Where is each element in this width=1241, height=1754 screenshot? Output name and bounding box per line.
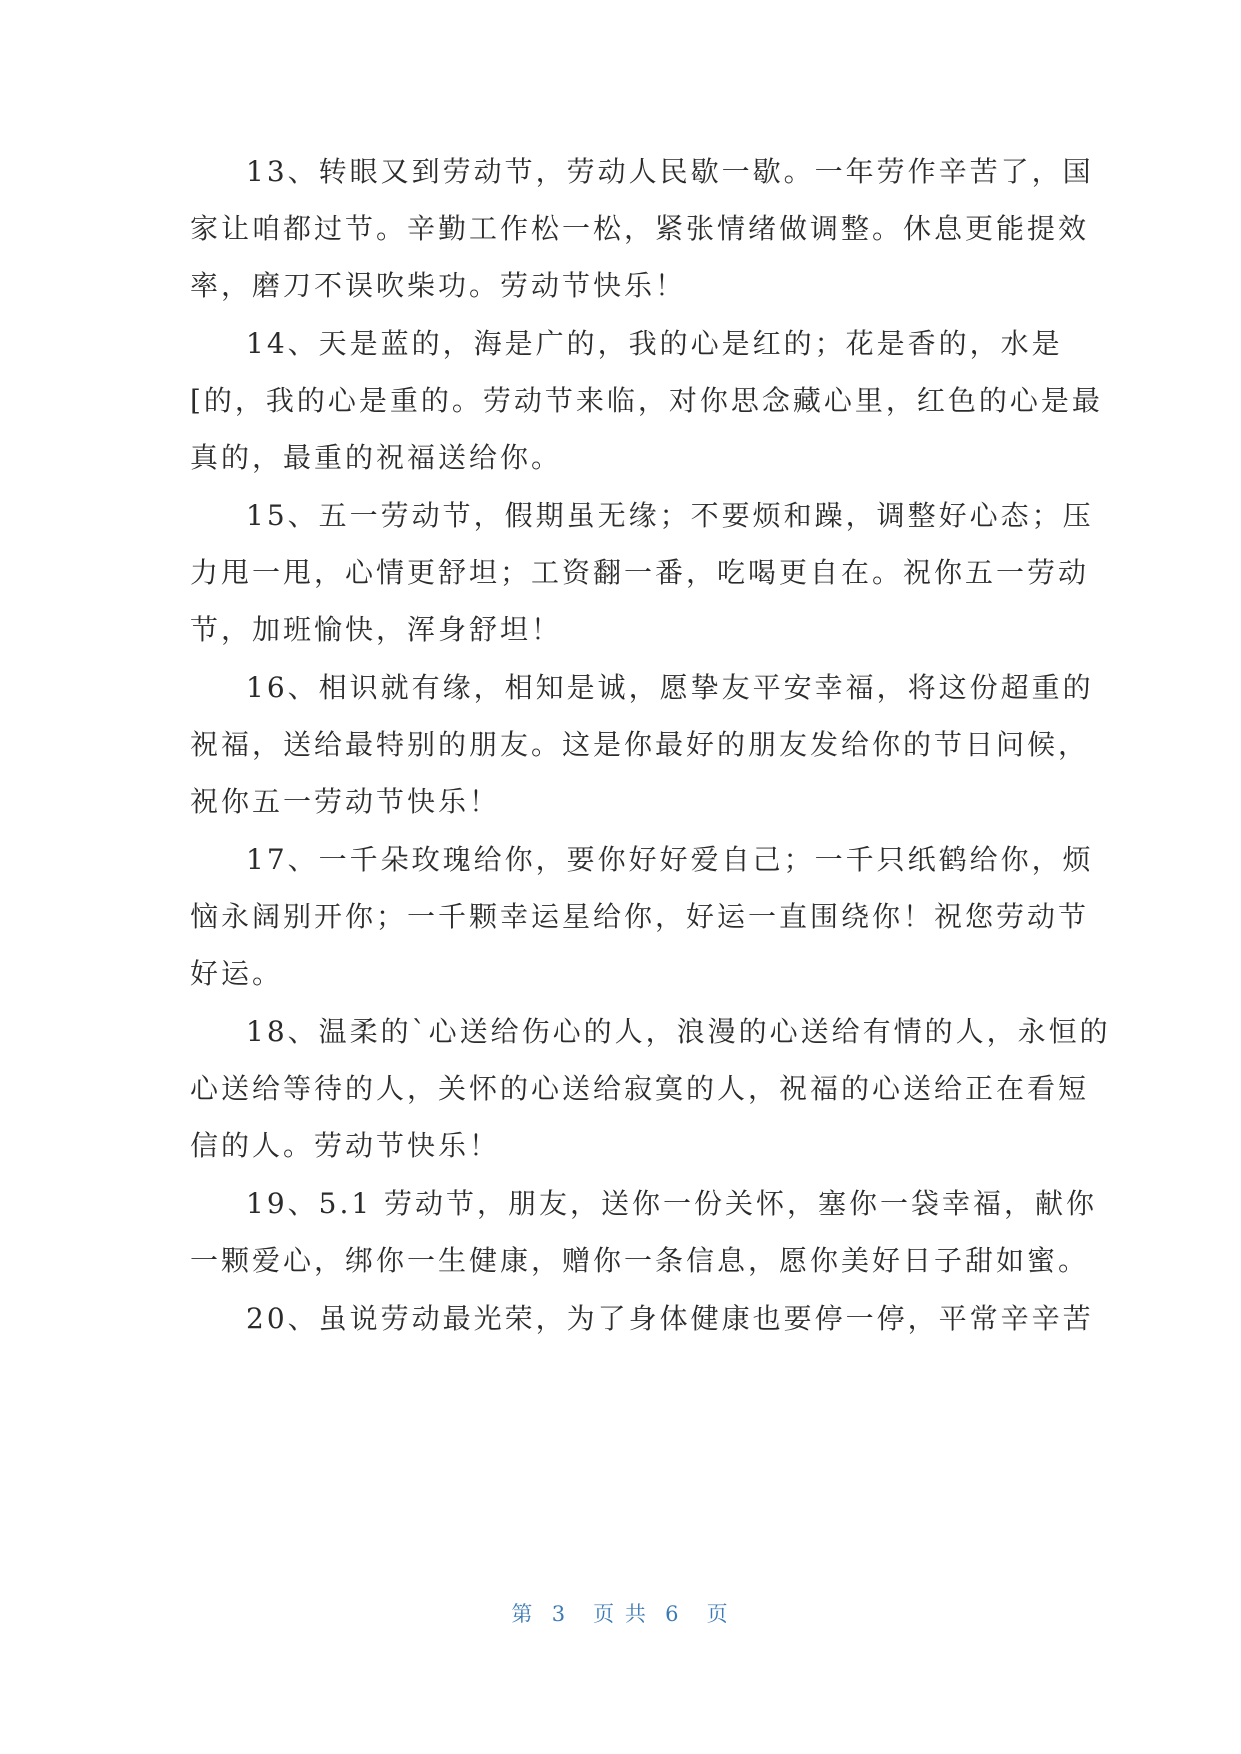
paragraph-13-line-3: 率，磨刀不误吹柴功。劳动节快乐！ [190,269,687,302]
paragraph-16-line-3: 祝你五一劳动节快乐！ [190,785,501,818]
paragraph-13-line-1: 13、转眼又到劳动节，劳动人民歇一歇。一年劳作辛苦了，国 [246,155,1094,188]
paragraph-17-line-1: 17、一千朵玫瑰给你，要你好好爱自己；一千只纸鹤给你，烦 [246,843,1094,876]
paragraph-16-line-2: 祝福，送给最特别的朋友。这是你最好的朋友发给你的节日问候， [190,728,1090,761]
paragraph-15-line-2: 力甩一甩，心情更舒坦；工资翻一番，吃喝更自在。祝你五一劳动 [190,556,1090,589]
paragraph-20-line-1: 20、虽说劳动最光荣，为了身体健康也要停一停，平常辛辛苦 [246,1302,1094,1335]
paragraph-19-line-2: 一颗爱心，绑你一生健康，赠你一条信息，愿你美好日子甜如蜜。 [190,1244,1090,1277]
paragraph-14-line-2: [的，我的心是重的。劳动节来临，对你思念藏心里，红色的心是最 [190,384,1103,417]
paragraph-18-line-3: 信的人。劳动节快乐！ [190,1129,501,1162]
paragraph-15-line-3: 节，加班愉快，浑身舒坦！ [190,613,563,646]
paragraph-15-line-1: 15、五一劳动节，假期虽无缘；不要烦和躁，调整好心态；压 [246,499,1094,532]
page-number-footer: 第 3 页 共 6 页 [511,1602,730,1626]
paragraph-14-line-1: 14、天是蓝的，海是广的，我的心是红的；花是香的，水是 [246,327,1063,360]
paragraph-18-line-2: 心送给等待的人，关怀的心送给寂寞的人，祝福的心送给正在看短 [190,1072,1090,1105]
paragraph-17-line-3: 好运。 [190,957,284,990]
paragraph-17-line-2: 恼永阔别开你；一千颗幸运星给你，好运一直围绕你！祝您劳动节 [190,900,1090,933]
paragraph-14-line-3: 真的，最重的祝福送给你。 [190,441,563,474]
paragraph-13-line-2: 家让咱都过节。辛勤工作松一松，紧张情绪做调整。休息更能提效 [190,212,1090,245]
paragraph-16-line-1: 16、相识就有缘，相知是诚，愿挚友平安幸福，将这份超重的 [246,671,1094,704]
paragraph-18-line-1: 18、温柔的`心送给伤心的人，浪漫的心送给有情的人，永恒的 [246,1015,1111,1048]
paragraph-19-line-1: 19、5.1 劳动节，朋友，送你一份关怀，塞你一袋幸福，献你 [246,1187,1098,1220]
